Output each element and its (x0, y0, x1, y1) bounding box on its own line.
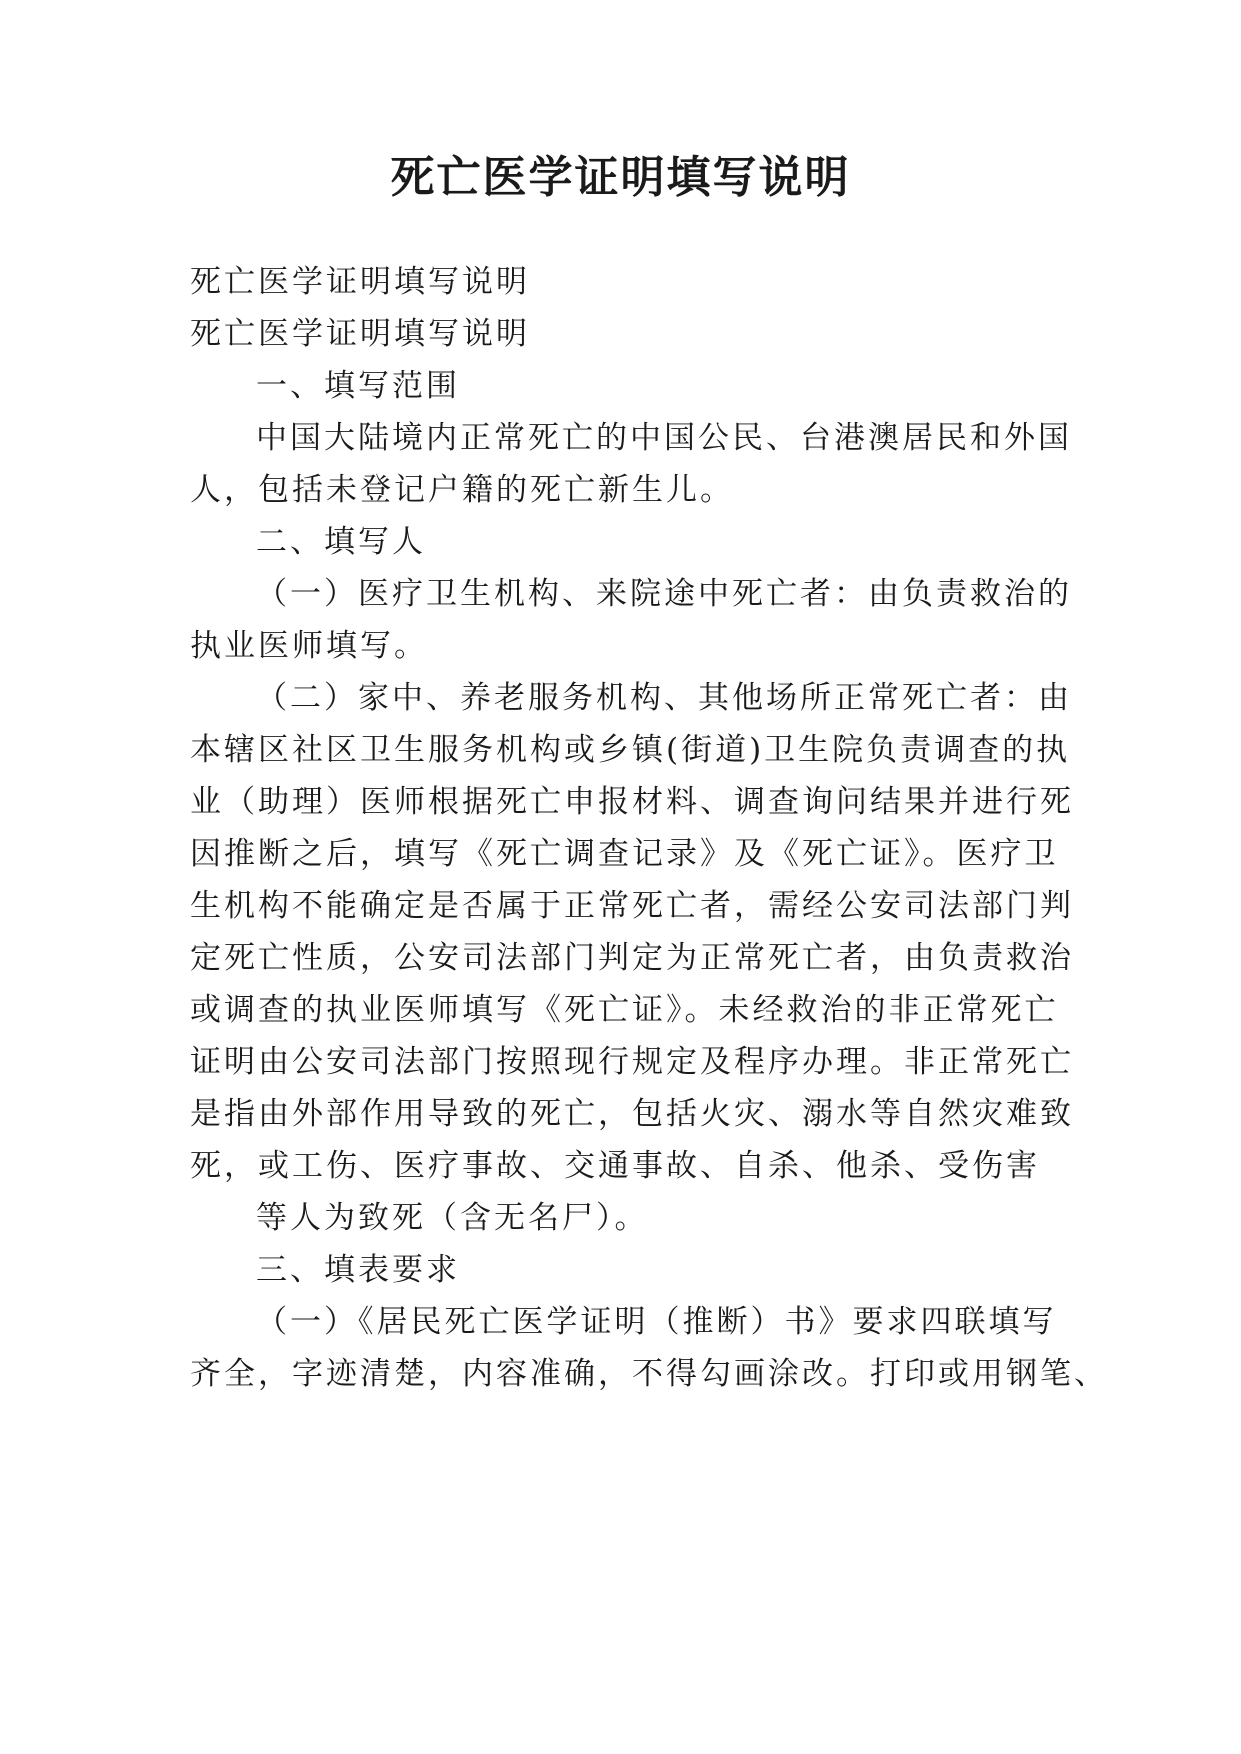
text-line: 死，或工伤、医疗事故、交通事故、自杀、他杀、受伤害 (190, 1148, 1040, 1184)
text-line: 中国大陆境内正常死亡的中国公民、台港澳居民和外国 (256, 420, 1072, 456)
text-line: 人，包括未登记户籍的死亡新生儿。 (190, 472, 734, 508)
text-line: 等人为致死（含无名尸）。 (256, 1200, 649, 1236)
text-line: （二）家中、养老服务机构、其他场所正常死亡者：由 (256, 680, 1072, 716)
text-line: 生机构不能确定是否属于正常死亡者，需经公安司法部门判 (190, 888, 1074, 924)
section-heading: 一、填写范围 (256, 368, 460, 404)
text-line: 死亡医学证明填写说明 (190, 316, 530, 352)
text-line: （一）医疗卫生机构、来院途中死亡者：由负责救治的 (256, 576, 1072, 612)
text-line: 死亡医学证明填写说明 (190, 264, 530, 300)
text-line: 是指由外部作用导致的死亡，包括火灾、溺水等自然灾难致 (190, 1096, 1074, 1132)
text-line: 本辖区社区卫生服务机构或乡镇(街道)卫生院负责调查的执 (190, 732, 1071, 768)
text-line: 执业医师填写。 (190, 628, 428, 664)
text-line: 证明由公安司法部门按照现行规定及程序办理。非正常死亡 (190, 1044, 1074, 1080)
text-line: （一）《居民死亡医学证明（推断）书》要求四联填写 (256, 1304, 1057, 1340)
text-line: 齐全，字迹清楚，内容准确，不得勾画涂改。打印或用钢笔、 (190, 1356, 1108, 1392)
text-line: 或调查的执业医师填写《死亡证》。未经救治的非正常死亡 (190, 992, 1059, 1028)
section-heading: 二、填写人 (256, 524, 426, 560)
document-title: 死亡医学证明填写说明 (390, 152, 851, 203)
text-line: 业（助理）医师根据死亡申报材料、调查询问结果并进行死 (190, 784, 1074, 820)
text-line: 定死亡性质，公安司法部门判定为正常死亡者，由负责救治 (190, 940, 1074, 976)
section-heading: 三、填表要求 (256, 1252, 460, 1288)
text-line: 因推断之后，填写《死亡调查记录》及《死亡证》。医疗卫 (190, 836, 1059, 872)
